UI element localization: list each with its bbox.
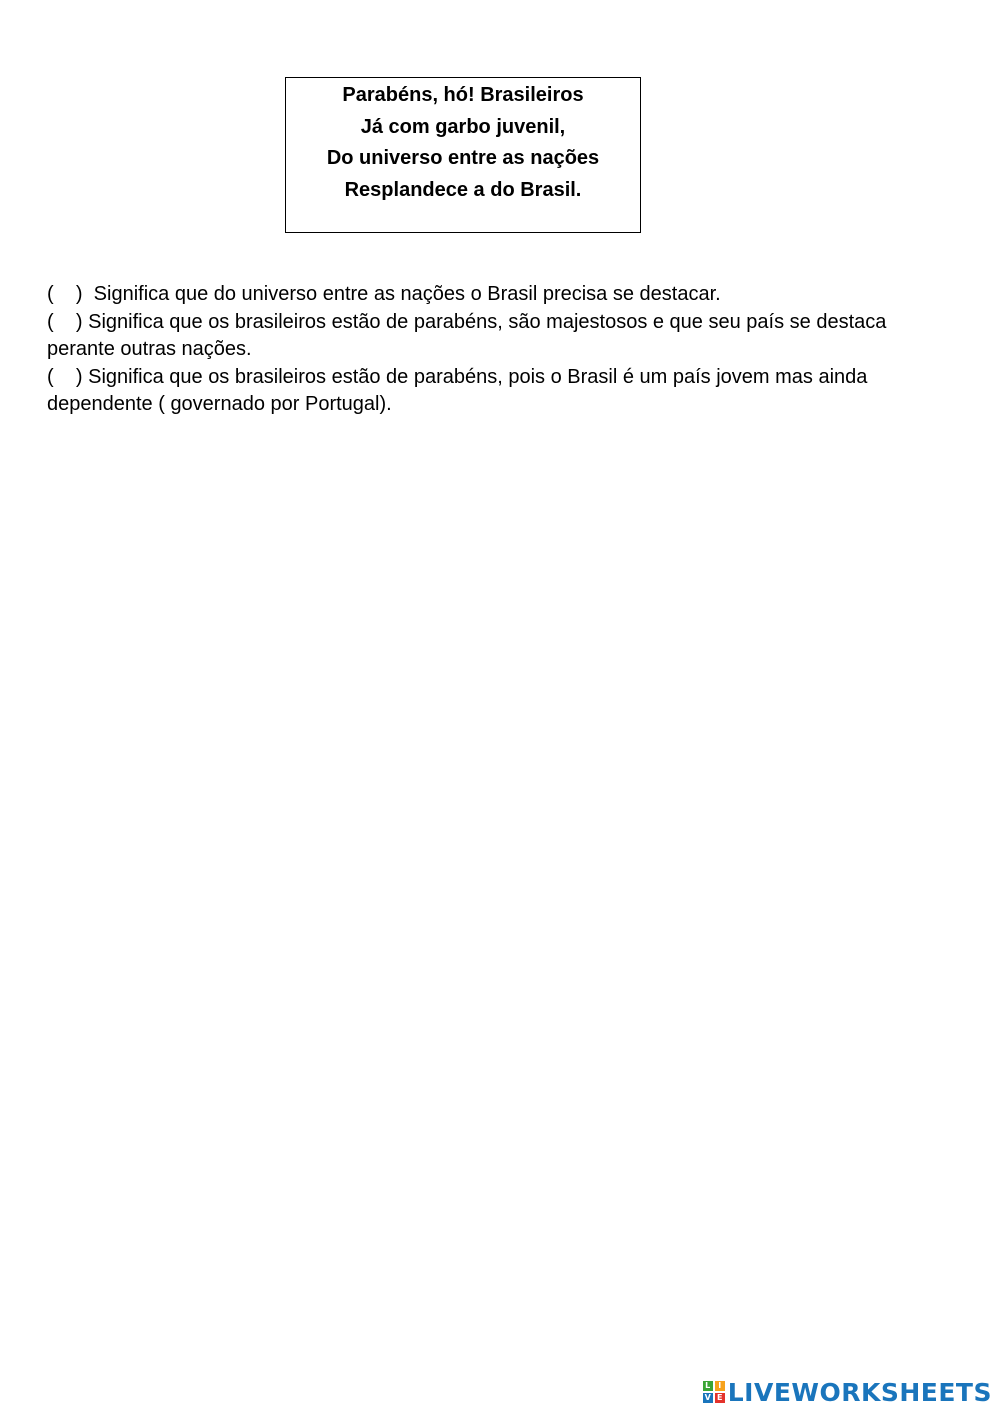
logo-mark-cell: V — [704, 1393, 711, 1402]
verse-line-1: Parabéns, hó! Brasileiros — [342, 84, 584, 106]
verse-line-4: Resplandece a do Brasil. — [344, 178, 582, 201]
answer-checkbox-1[interactable]: ( ) — [47, 283, 89, 305]
answer-option-1 — [47, 281, 957, 309]
answer-option-3 — [47, 364, 957, 419]
answer-option-2 — [47, 309, 957, 364]
verse-line-3: Do universo entre as nações — [326, 147, 600, 169]
answer-checkbox-2[interactable]: ( ) — [47, 310, 83, 333]
logo-mark-icon — [703, 1381, 725, 1403]
logo-mark-cell: E — [715, 1393, 725, 1403]
answer-text-2: Significa que os brasileiros estão de parabéns, são majestosos e que seu país se destaca perante outras nações. — [47, 310, 887, 360]
logo-text: LIVEWORKSHEETS — [727, 1377, 992, 1407]
answer-options — [47, 281, 957, 419]
logo-mark-cell: L — [703, 1381, 713, 1391]
answer-text-1: Significa que do universo entre as nações o Brasil precisa se destacar. — [93, 283, 721, 305]
logo-mark-cell: I — [715, 1381, 725, 1391]
verse-line-2: Já com garbo juvenil, — [360, 115, 566, 138]
liveworksheets-logo — [703, 1377, 992, 1407]
verse-box — [285, 77, 641, 233]
answer-text-3: Significa que os brasileiros estão de parabéns, pois o Brasil é um país jovem mas ainda dependente ( governado por Portugal). — [47, 365, 868, 415]
answer-checkbox-3[interactable]: ( ) — [47, 365, 83, 388]
